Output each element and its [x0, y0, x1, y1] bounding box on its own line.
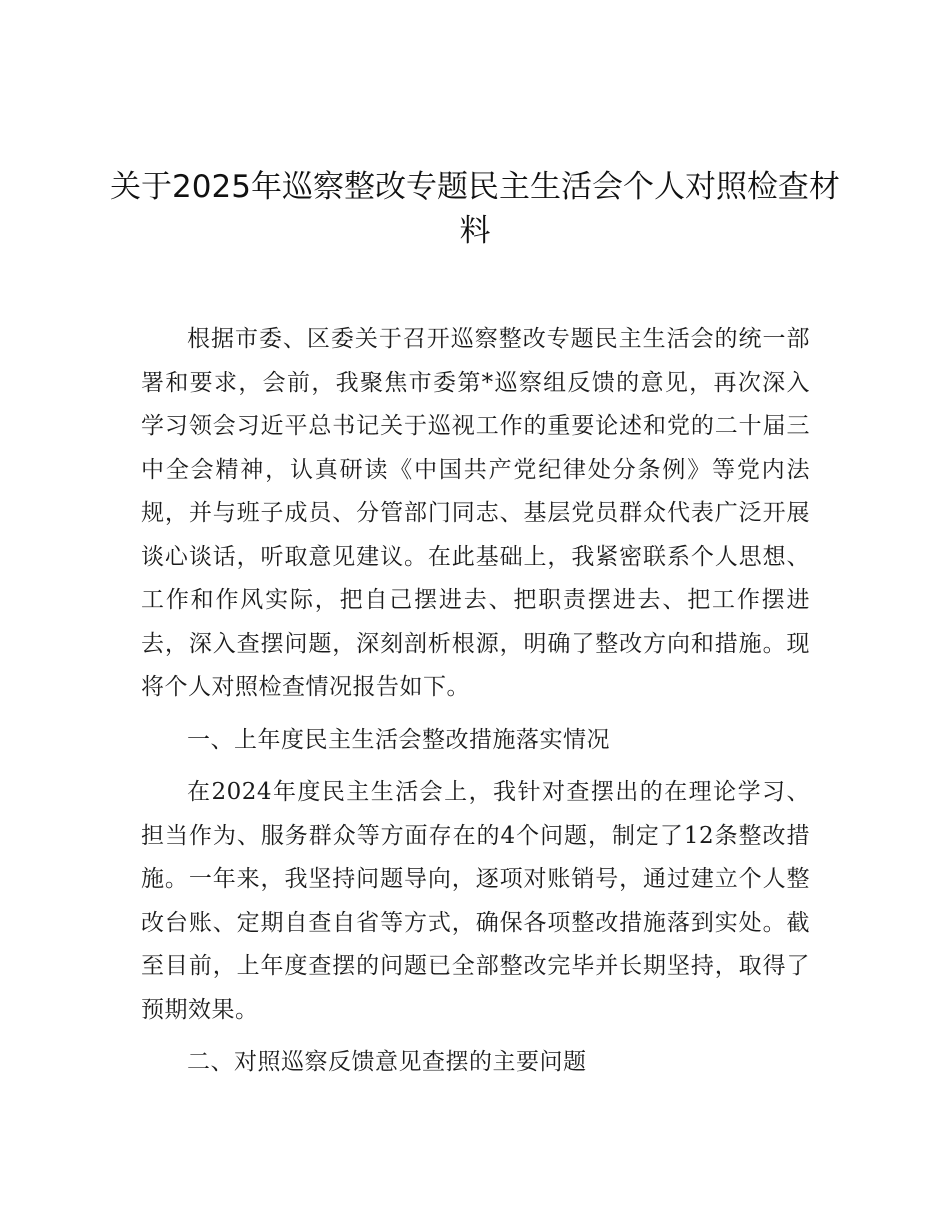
- section-heading-2: 二、对照巡察反馈意见查摆的主要问题: [187, 1049, 587, 1075]
- intro-paragraph: 根据市委、区委关于召开巡察整改专题民主生活会的统一部署和要求，会前，我聚焦市委第*巡察组反馈的意见，再次深入学习领会习近平总书记关于巡视工作的重要论述和党的二十届三中全会精神，认真研读《中国共产党纪律处分条例》等党内法规，并与班子成员、分管部门同志、基层党员群众代表广泛开展谈心谈话，听取意见建议。在此基础上，我紧密联系个人思想、工作和作风实际，把自己摆进去、把职责摆进去、把工作摆进去，深入查摆问题，深刻剖析根源，明确了整改方向和措施。现将个人对照检查情况报告如下。: [141, 326, 810, 700]
- document-body: [141, 318, 810, 1094]
- section-heading-1: 一、上年度民主生活会整改措施落实情况: [187, 726, 610, 753]
- document-title: 关于2025年巡察整改专题民主生活会个人对照检查材料: [110, 169, 840, 249]
- section-1-paragraph: 在2024年度民主生活会上，我针对查摆出的在理论学习、担当作为、服务群众等方面存在的4个问题，制定了12条整改措施。一年来，我坚持问题导向，逐项对账销号，通过建立个人整改台账、定期自查自省等方式，确保各项整改措施落到实处。截至目前，上年度查摆的问题已全部整改完毕并长期坚持，取得了预期效果。: [141, 779, 810, 1023]
